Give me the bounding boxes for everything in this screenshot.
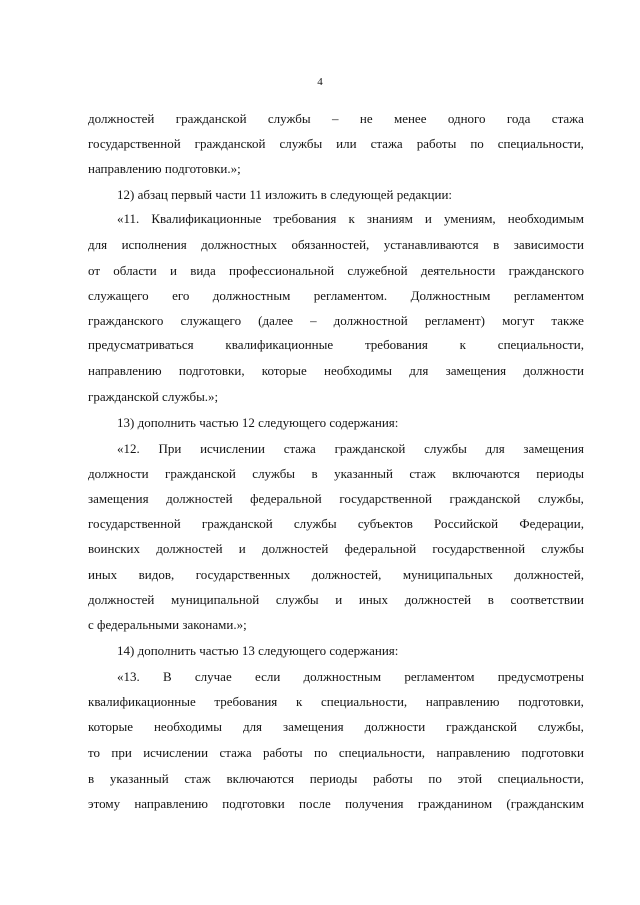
text-line-content: направлению подготовки.»;: [88, 161, 241, 176]
text-line: [0, 795, 640, 812]
text-line: [0, 287, 640, 304]
text-line-content: гражданской службы.»;: [88, 389, 219, 404]
word: должностей: [88, 111, 155, 126]
text-line-content: [88, 287, 584, 304]
word: гражданской: [194, 136, 266, 151]
word: гражданской: [446, 719, 517, 734]
text-line-content: с федеральными законами.»;: [88, 617, 247, 632]
word: года: [506, 111, 531, 126]
word: также: [551, 313, 584, 328]
word: к: [459, 337, 466, 352]
word: службы: [275, 592, 319, 607]
text-line: [0, 236, 640, 253]
word: при: [111, 745, 132, 760]
word: предусматриваться: [88, 337, 194, 352]
word: периоды: [309, 771, 358, 786]
word: В: [162, 669, 172, 684]
word: в: [493, 237, 500, 252]
word: государственных: [195, 567, 291, 582]
word: государственной: [88, 136, 181, 151]
word: стажа: [283, 441, 316, 456]
word: регламентом: [404, 669, 475, 684]
word: для: [242, 719, 263, 734]
word: и: [170, 263, 177, 278]
word: должностной: [333, 313, 408, 328]
word: менее: [393, 111, 427, 126]
word: работы: [373, 771, 413, 786]
word: стажа: [370, 136, 403, 151]
word: должностей: [166, 491, 233, 506]
word: государственной: [432, 541, 526, 556]
word: могут: [502, 313, 535, 328]
page-number: 4: [317, 76, 323, 88]
word: гражданской: [334, 441, 406, 456]
word: регламентом.: [313, 288, 388, 303]
word: субъектов: [357, 516, 413, 531]
word: государственной: [88, 516, 181, 531]
word: службы: [293, 516, 337, 531]
word: служащего: [180, 313, 242, 328]
text-line-content: [88, 770, 584, 787]
word: по: [428, 771, 442, 786]
word: необходимым: [507, 211, 584, 226]
word: исчислении: [143, 745, 209, 760]
word: в: [487, 592, 494, 607]
word: специальности,: [321, 694, 408, 709]
text-line: [0, 591, 640, 608]
word: знаниям: [366, 211, 413, 226]
word: не: [359, 111, 373, 126]
word: (гражданским: [506, 796, 584, 811]
word: «13.: [117, 669, 140, 684]
text-line-content: [88, 591, 584, 608]
word: служебной: [347, 263, 408, 278]
text-line: [0, 440, 640, 457]
word: гражданской: [449, 491, 521, 506]
word: для: [409, 363, 429, 378]
word: и: [238, 541, 246, 556]
text-line-content: [88, 566, 584, 583]
word: замещения: [283, 719, 344, 734]
word: вида: [190, 263, 216, 278]
text-line: [0, 312, 640, 329]
word: муниципальных: [402, 567, 493, 582]
word: –: [332, 111, 339, 126]
word: для: [485, 441, 505, 456]
word: службы: [252, 466, 296, 481]
text-line-content: [88, 110, 584, 127]
word: направлению: [134, 796, 208, 811]
word: после: [298, 796, 331, 811]
word: направлению: [436, 745, 511, 760]
word: требования: [364, 337, 428, 352]
word: федеральной: [250, 491, 322, 506]
text-line-content: [88, 490, 584, 507]
word: профессиональной: [229, 263, 335, 278]
word: службы: [279, 136, 323, 151]
word: замещения: [523, 441, 584, 456]
word: должностей: [156, 541, 223, 556]
word: государственной: [339, 491, 432, 506]
word: периоды: [536, 466, 584, 481]
text-line: [0, 262, 640, 279]
word: При: [158, 441, 182, 456]
word: должностным: [212, 288, 291, 303]
word: в: [311, 466, 318, 481]
text-line-content: 12) абзац первый части 11 изложить в следующей редакции:: [117, 187, 453, 202]
text-line: [0, 642, 640, 659]
word: одного: [447, 111, 486, 126]
word: должности: [88, 466, 149, 481]
word: специальности,: [338, 745, 426, 760]
text-line-content: [88, 693, 584, 710]
word: устанавливаются: [383, 237, 479, 252]
text-line-content: [88, 465, 584, 482]
text-line-content: [88, 362, 584, 379]
word: требования: [214, 694, 278, 709]
text-line-content: [117, 440, 584, 457]
text-line-content: [88, 540, 584, 557]
word: направлению: [425, 694, 500, 709]
word: служащего: [88, 288, 149, 303]
text-line: [0, 490, 640, 507]
text-line-content: [117, 668, 584, 685]
word: к: [295, 694, 303, 709]
word: должности: [523, 363, 584, 378]
word: от: [88, 263, 101, 278]
word: обязанностей,: [291, 237, 370, 252]
word: специальности,: [497, 771, 584, 786]
word: включаются: [226, 771, 295, 786]
word: соответствии: [510, 592, 584, 607]
word: должностей,: [514, 567, 584, 582]
word: указанный: [109, 771, 169, 786]
text-line: [0, 744, 640, 761]
word: этому: [88, 796, 121, 811]
word: муниципальной: [171, 592, 260, 607]
word: и: [424, 211, 432, 226]
word: гражданского: [508, 263, 584, 278]
word: в: [88, 771, 95, 786]
text-line: [0, 414, 640, 431]
word: зависимости: [513, 237, 584, 252]
text-line: [0, 210, 640, 227]
word: подготовки: [222, 796, 285, 811]
word: к: [348, 211, 355, 226]
text-line: [0, 515, 640, 532]
word: умениям,: [443, 211, 496, 226]
text-line-content: [88, 336, 584, 353]
text-line-content: 13) дополнить частью 12 следующего содержания:: [117, 415, 399, 430]
word: для: [88, 237, 108, 252]
text-line-content: [88, 744, 584, 761]
word: подготовки,: [178, 363, 245, 378]
word: то: [88, 745, 101, 760]
text-line-content: 14) дополнить частью 13 следующего содержания:: [117, 643, 399, 658]
word: гражданской: [201, 516, 273, 531]
text-line: [0, 465, 640, 482]
text-line: [0, 540, 640, 557]
word: этой: [457, 771, 483, 786]
text-line: [0, 770, 640, 787]
word: подготовки: [521, 745, 584, 760]
word: стажа: [219, 745, 252, 760]
word: (далее: [258, 313, 294, 328]
word: гражданской: [175, 111, 247, 126]
text-line-content: [88, 515, 584, 532]
word: которые: [88, 719, 133, 734]
word: должностных: [201, 237, 277, 252]
text-line: [0, 110, 640, 127]
word: Квалификационные: [151, 211, 262, 226]
word: гражданской: [165, 466, 236, 481]
text-line: [0, 186, 640, 203]
word: иных: [358, 592, 389, 607]
text-line: [0, 693, 640, 710]
word: должностей: [404, 592, 472, 607]
word: или: [336, 136, 357, 151]
word: гражданином: [417, 796, 493, 811]
word: специальности,: [497, 136, 584, 151]
word: «12.: [117, 441, 140, 456]
text-line: [0, 566, 640, 583]
word: подготовки,: [518, 694, 584, 709]
word: службы: [541, 541, 584, 556]
word: должности: [364, 719, 426, 734]
word: Федерации,: [519, 516, 584, 531]
word: гражданского: [88, 313, 164, 328]
word: регламент): [424, 313, 485, 328]
text-line-content: [88, 718, 584, 735]
word: замещения: [445, 363, 507, 378]
word: иных: [88, 567, 118, 582]
word: направлению: [88, 363, 162, 378]
word: замещения: [88, 491, 149, 506]
text-line-content: [117, 210, 584, 227]
word: по: [314, 745, 328, 760]
text-line: [0, 160, 640, 177]
word: квалификационные: [225, 337, 334, 352]
word: федеральной: [344, 541, 417, 556]
word: требования: [273, 211, 337, 226]
word: предусмотрены: [497, 669, 584, 684]
word: исполнения: [121, 237, 187, 252]
word: области: [113, 263, 157, 278]
word: стажа: [551, 111, 584, 126]
word: работы: [416, 136, 457, 151]
word: включаются: [452, 466, 520, 481]
word: воинских: [88, 541, 141, 556]
text-line: [0, 718, 640, 735]
word: указанный: [334, 466, 393, 481]
word: деятельности: [420, 263, 496, 278]
word: получения: [345, 796, 404, 811]
word: исчислении: [200, 441, 265, 456]
word: «11.: [117, 211, 140, 226]
word: Российской: [434, 516, 499, 531]
word: специальности,: [497, 337, 584, 352]
word: необходимы: [153, 719, 222, 734]
word: работы: [263, 745, 303, 760]
text-line: [0, 668, 640, 685]
word: должностей,: [311, 567, 382, 582]
text-line-content: [88, 312, 584, 329]
text-line-content: [88, 262, 584, 279]
text-line: [0, 388, 640, 405]
text-line-content: [88, 135, 584, 152]
word: должностей: [261, 541, 329, 556]
text-line: [0, 336, 640, 353]
word: квалификационные: [88, 694, 196, 709]
word: службы,: [537, 491, 584, 506]
word: по: [470, 136, 484, 151]
text-line-content: [88, 795, 584, 812]
word: службы,: [537, 719, 584, 734]
word: необходимы: [324, 363, 393, 378]
word: регламентом: [513, 288, 584, 303]
word: Должностным: [410, 288, 491, 303]
word: стаж: [409, 466, 436, 481]
text-line: [0, 616, 640, 633]
text-line-content: [88, 236, 584, 253]
word: его: [172, 288, 190, 303]
word: и: [335, 592, 343, 607]
word: видов,: [138, 567, 175, 582]
word: службы: [424, 441, 467, 456]
word: службы: [267, 111, 311, 126]
word: случае: [194, 669, 232, 684]
text-line: [0, 362, 640, 379]
word: должностным: [303, 669, 382, 684]
word: –: [310, 313, 317, 328]
text-line: [0, 135, 640, 152]
word: которые: [261, 363, 307, 378]
word: должностей: [88, 592, 155, 607]
word: стаж: [184, 771, 211, 786]
word: если: [254, 669, 281, 684]
